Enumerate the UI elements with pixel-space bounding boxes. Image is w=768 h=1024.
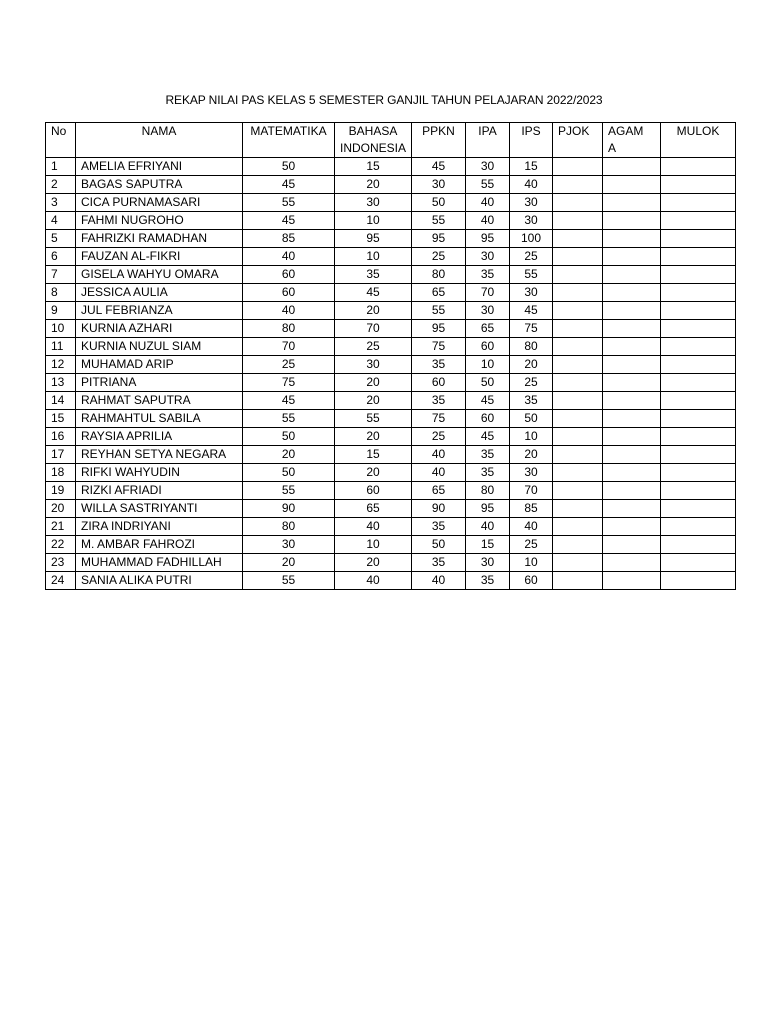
table-row <box>46 572 736 590</box>
cell-no: 8 <box>46 284 76 302</box>
cell-mulok <box>661 230 736 248</box>
table-row <box>46 230 736 248</box>
cell-nama: FAHRIZKI RAMADHAN <box>76 230 243 248</box>
cell-matematika: 55 <box>243 482 335 500</box>
cell-agama <box>603 248 661 266</box>
cell-ipa: 40 <box>466 194 510 212</box>
cell-mulok <box>661 266 736 284</box>
cell-no: 24 <box>46 572 76 590</box>
cell-ips: 20 <box>510 446 553 464</box>
cell-no: 7 <box>46 266 76 284</box>
cell-nama: MUHAMMAD FADHILLAH <box>76 554 243 572</box>
table-row <box>46 392 736 410</box>
cell-ipa: 30 <box>466 158 510 176</box>
table-header-row <box>46 123 736 158</box>
cell-mulok <box>661 194 736 212</box>
cell-matematika: 45 <box>243 212 335 230</box>
cell-ppkn: 35 <box>412 518 466 536</box>
cell-no: 12 <box>46 356 76 374</box>
table-row <box>46 410 736 428</box>
cell-ipa: 35 <box>466 464 510 482</box>
cell-pjok <box>553 446 603 464</box>
cell-no: 23 <box>46 554 76 572</box>
cell-ips: 25 <box>510 536 553 554</box>
table-row <box>46 194 736 212</box>
cell-no: 9 <box>46 302 76 320</box>
table-row <box>46 464 736 482</box>
cell-bahasa-indonesia: 65 <box>335 500 412 518</box>
cell-ppkn: 95 <box>412 230 466 248</box>
cell-agama <box>603 284 661 302</box>
header-ipa: IPA <box>466 123 510 158</box>
grade-recap-table <box>45 122 736 590</box>
cell-bahasa-indonesia: 25 <box>335 338 412 356</box>
cell-matematika: 20 <box>243 554 335 572</box>
cell-nama: KURNIA NUZUL SIAM <box>76 338 243 356</box>
cell-no: 22 <box>46 536 76 554</box>
cell-ipa: 65 <box>466 320 510 338</box>
cell-mulok <box>661 374 736 392</box>
table-row <box>46 482 736 500</box>
cell-ipa: 45 <box>466 428 510 446</box>
cell-ips: 10 <box>510 428 553 446</box>
cell-bahasa-indonesia: 15 <box>335 446 412 464</box>
table-body <box>46 158 736 590</box>
cell-pjok <box>553 320 603 338</box>
cell-nama: RAHMAHTUL SABILA <box>76 410 243 428</box>
cell-nama: PITRIANA <box>76 374 243 392</box>
cell-ipa: 40 <box>466 212 510 230</box>
cell-bahasa-indonesia: 20 <box>335 374 412 392</box>
cell-ips: 80 <box>510 338 553 356</box>
cell-agama <box>603 212 661 230</box>
cell-ips: 100 <box>510 230 553 248</box>
cell-no: 10 <box>46 320 76 338</box>
cell-ppkn: 45 <box>412 158 466 176</box>
cell-ipa: 15 <box>466 536 510 554</box>
cell-no: 14 <box>46 392 76 410</box>
header-mulok: MULOK <box>661 123 736 158</box>
cell-no: 6 <box>46 248 76 266</box>
cell-ppkn: 65 <box>412 482 466 500</box>
cell-ipa: 70 <box>466 284 510 302</box>
cell-mulok <box>661 248 736 266</box>
cell-nama: WILLA SASTRIYANTI <box>76 500 243 518</box>
cell-agama <box>603 464 661 482</box>
cell-pjok <box>553 302 603 320</box>
cell-ipa: 95 <box>466 500 510 518</box>
cell-ppkn: 50 <box>412 194 466 212</box>
cell-ips: 50 <box>510 410 553 428</box>
table-row <box>46 266 736 284</box>
cell-mulok <box>661 302 736 320</box>
cell-no: 18 <box>46 464 76 482</box>
cell-matematika: 40 <box>243 248 335 266</box>
cell-mulok <box>661 554 736 572</box>
cell-mulok <box>661 356 736 374</box>
table-row <box>46 500 736 518</box>
cell-pjok <box>553 572 603 590</box>
table-row <box>46 212 736 230</box>
cell-ipa: 30 <box>466 554 510 572</box>
cell-ips: 35 <box>510 392 553 410</box>
cell-bahasa-indonesia: 35 <box>335 266 412 284</box>
cell-ips: 10 <box>510 554 553 572</box>
cell-bahasa-indonesia: 30 <box>335 356 412 374</box>
cell-mulok <box>661 482 736 500</box>
cell-agama <box>603 266 661 284</box>
cell-ips: 45 <box>510 302 553 320</box>
cell-ips: 85 <box>510 500 553 518</box>
table-row <box>46 320 736 338</box>
cell-bahasa-indonesia: 40 <box>335 572 412 590</box>
table-row <box>46 554 736 572</box>
cell-no: 5 <box>46 230 76 248</box>
cell-mulok <box>661 392 736 410</box>
document-title: REKAP NILAI PAS KELAS 5 SEMESTER GANJIL TAHUN PELAJARAN 2022/2023 <box>165 93 603 107</box>
cell-ppkn: 75 <box>412 410 466 428</box>
cell-no: 13 <box>46 374 76 392</box>
cell-bahasa-indonesia: 20 <box>335 428 412 446</box>
cell-agama <box>603 302 661 320</box>
cell-agama <box>603 374 661 392</box>
cell-matematika: 40 <box>243 302 335 320</box>
cell-bahasa-indonesia: 15 <box>335 158 412 176</box>
cell-agama <box>603 410 661 428</box>
cell-agama <box>603 536 661 554</box>
cell-mulok <box>661 464 736 482</box>
cell-ipa: 80 <box>466 482 510 500</box>
cell-pjok <box>553 374 603 392</box>
cell-ips: 25 <box>510 248 553 266</box>
table-row <box>46 302 736 320</box>
cell-ppkn: 30 <box>412 176 466 194</box>
cell-no: 3 <box>46 194 76 212</box>
cell-nama: GISELA WAHYU OMARA <box>76 266 243 284</box>
cell-pjok <box>553 266 603 284</box>
cell-matematika: 50 <box>243 158 335 176</box>
cell-ips: 40 <box>510 518 553 536</box>
table-row <box>46 338 736 356</box>
table-row <box>46 428 736 446</box>
cell-matematika: 45 <box>243 176 335 194</box>
header-nama: NAMA <box>76 123 243 158</box>
cell-nama: RAHMAT SAPUTRA <box>76 392 243 410</box>
cell-nama: RAYSIA APRILIA <box>76 428 243 446</box>
header-ips: IPS <box>510 123 553 158</box>
header-matematika: MATEMATIKA <box>243 123 335 158</box>
header-bahasa-line1: BAHASA <box>348 124 398 138</box>
cell-no: 19 <box>46 482 76 500</box>
cell-pjok <box>553 338 603 356</box>
cell-agama <box>603 500 661 518</box>
cell-mulok <box>661 410 736 428</box>
cell-matematika: 75 <box>243 374 335 392</box>
cell-agama <box>603 194 661 212</box>
cell-mulok <box>661 320 736 338</box>
cell-pjok <box>553 158 603 176</box>
header-agama <box>603 123 661 158</box>
cell-ips: 30 <box>510 212 553 230</box>
table-row <box>46 536 736 554</box>
table-row <box>46 356 736 374</box>
cell-agama <box>603 158 661 176</box>
table-row <box>46 284 736 302</box>
cell-no: 2 <box>46 176 76 194</box>
cell-bahasa-indonesia: 20 <box>335 392 412 410</box>
cell-ppkn: 35 <box>412 392 466 410</box>
cell-ipa: 35 <box>466 446 510 464</box>
cell-ppkn: 50 <box>412 536 466 554</box>
cell-no: 17 <box>46 446 76 464</box>
cell-pjok <box>553 428 603 446</box>
cell-mulok <box>661 212 736 230</box>
cell-agama <box>603 518 661 536</box>
cell-nama: ZIRA INDRIYANI <box>76 518 243 536</box>
cell-no: 20 <box>46 500 76 518</box>
cell-ppkn: 25 <box>412 428 466 446</box>
cell-ips: 60 <box>510 572 553 590</box>
cell-no: 1 <box>46 158 76 176</box>
cell-nama: AMELIA EFRIYANI <box>76 158 243 176</box>
cell-ipa: 30 <box>466 302 510 320</box>
cell-pjok <box>553 176 603 194</box>
cell-matematika: 85 <box>243 230 335 248</box>
cell-matematika: 80 <box>243 320 335 338</box>
cell-agama <box>603 446 661 464</box>
cell-bahasa-indonesia: 40 <box>335 518 412 536</box>
cell-ips: 30 <box>510 464 553 482</box>
cell-ips: 25 <box>510 374 553 392</box>
header-bahasa-line2: INDONESIA <box>340 141 407 155</box>
cell-bahasa-indonesia: 95 <box>335 230 412 248</box>
cell-pjok <box>553 248 603 266</box>
cell-bahasa-indonesia: 70 <box>335 320 412 338</box>
cell-pjok <box>553 500 603 518</box>
cell-bahasa-indonesia: 30 <box>335 194 412 212</box>
cell-mulok <box>661 176 736 194</box>
cell-no: 16 <box>46 428 76 446</box>
cell-matematika: 50 <box>243 428 335 446</box>
table-row <box>46 374 736 392</box>
cell-ips: 30 <box>510 284 553 302</box>
cell-mulok <box>661 158 736 176</box>
header-ppkn: PPKN <box>412 123 466 158</box>
cell-mulok <box>661 446 736 464</box>
cell-bahasa-indonesia: 10 <box>335 536 412 554</box>
cell-nama: RIFKI WAHYUDIN <box>76 464 243 482</box>
cell-bahasa-indonesia: 20 <box>335 554 412 572</box>
cell-ppkn: 90 <box>412 500 466 518</box>
header-no: No <box>46 123 76 158</box>
cell-matematika: 50 <box>243 464 335 482</box>
cell-ipa: 35 <box>466 572 510 590</box>
table-row <box>46 176 736 194</box>
cell-ipa: 30 <box>466 248 510 266</box>
cell-pjok <box>553 482 603 500</box>
cell-pjok <box>553 554 603 572</box>
cell-mulok <box>661 428 736 446</box>
cell-agama <box>603 176 661 194</box>
cell-pjok <box>553 410 603 428</box>
cell-no: 15 <box>46 410 76 428</box>
cell-matematika: 30 <box>243 536 335 554</box>
cell-matematika: 60 <box>243 284 335 302</box>
table-row <box>46 518 736 536</box>
cell-matematika: 20 <box>243 446 335 464</box>
cell-agama <box>603 572 661 590</box>
cell-ipa: 10 <box>466 356 510 374</box>
cell-agama <box>603 338 661 356</box>
cell-ips: 75 <box>510 320 553 338</box>
cell-pjok <box>553 356 603 374</box>
header-bahasa-indonesia <box>335 123 412 158</box>
cell-matematika: 55 <box>243 572 335 590</box>
cell-ppkn: 60 <box>412 374 466 392</box>
header-agama-line1: AGAM <box>608 124 644 138</box>
cell-ips: 15 <box>510 158 553 176</box>
cell-bahasa-indonesia: 20 <box>335 464 412 482</box>
cell-ipa: 45 <box>466 392 510 410</box>
cell-pjok <box>553 284 603 302</box>
cell-bahasa-indonesia: 10 <box>335 212 412 230</box>
cell-mulok <box>661 572 736 590</box>
cell-matematika: 60 <box>243 266 335 284</box>
cell-nama: MUHAMAD ARIP <box>76 356 243 374</box>
header-pjok: PJOK <box>553 123 603 158</box>
cell-nama: M. AMBAR FAHROZI <box>76 536 243 554</box>
cell-ips: 70 <box>510 482 553 500</box>
cell-ips: 20 <box>510 356 553 374</box>
cell-ips: 55 <box>510 266 553 284</box>
cell-ppkn: 25 <box>412 248 466 266</box>
cell-matematika: 25 <box>243 356 335 374</box>
cell-matematika: 55 <box>243 194 335 212</box>
cell-matematika: 70 <box>243 338 335 356</box>
table-row <box>46 446 736 464</box>
cell-agama <box>603 230 661 248</box>
cell-bahasa-indonesia: 60 <box>335 482 412 500</box>
cell-agama <box>603 554 661 572</box>
cell-ppkn: 65 <box>412 284 466 302</box>
cell-nama: FAUZAN AL-FIKRI <box>76 248 243 266</box>
table-row <box>46 248 736 266</box>
cell-ppkn: 40 <box>412 572 466 590</box>
cell-ppkn: 55 <box>412 212 466 230</box>
cell-mulok <box>661 536 736 554</box>
cell-ppkn: 40 <box>412 464 466 482</box>
cell-mulok <box>661 500 736 518</box>
cell-agama <box>603 320 661 338</box>
cell-bahasa-indonesia: 10 <box>335 248 412 266</box>
cell-nama: RIZKI AFRIADI <box>76 482 243 500</box>
cell-ipa: 60 <box>466 338 510 356</box>
cell-mulok <box>661 284 736 302</box>
cell-pjok <box>553 536 603 554</box>
cell-ppkn: 80 <box>412 266 466 284</box>
cell-ipa: 95 <box>466 230 510 248</box>
cell-mulok <box>661 338 736 356</box>
cell-ipa: 50 <box>466 374 510 392</box>
cell-matematika: 80 <box>243 518 335 536</box>
cell-bahasa-indonesia: 55 <box>335 410 412 428</box>
cell-agama <box>603 356 661 374</box>
cell-nama: FAHMI NUGROHO <box>76 212 243 230</box>
cell-matematika: 90 <box>243 500 335 518</box>
cell-no: 4 <box>46 212 76 230</box>
cell-matematika: 45 <box>243 392 335 410</box>
cell-nama: KURNIA AZHARI <box>76 320 243 338</box>
cell-ppkn: 35 <box>412 356 466 374</box>
cell-nama: JUL FEBRIANZA <box>76 302 243 320</box>
cell-bahasa-indonesia: 20 <box>335 176 412 194</box>
cell-agama <box>603 428 661 446</box>
cell-pjok <box>553 194 603 212</box>
cell-ips: 40 <box>510 176 553 194</box>
cell-ppkn: 55 <box>412 302 466 320</box>
cell-nama: JESSICA AULIA <box>76 284 243 302</box>
cell-nama: SANIA ALIKA PUTRI <box>76 572 243 590</box>
cell-pjok <box>553 230 603 248</box>
cell-ppkn: 75 <box>412 338 466 356</box>
cell-ips: 30 <box>510 194 553 212</box>
cell-ipa: 55 <box>466 176 510 194</box>
cell-ipa: 60 <box>466 410 510 428</box>
cell-nama: CICA PURNAMASARI <box>76 194 243 212</box>
cell-agama <box>603 482 661 500</box>
cell-pjok <box>553 392 603 410</box>
cell-matematika: 55 <box>243 410 335 428</box>
cell-ipa: 35 <box>466 266 510 284</box>
cell-nama: BAGAS SAPUTRA <box>76 176 243 194</box>
cell-ipa: 40 <box>466 518 510 536</box>
cell-ppkn: 95 <box>412 320 466 338</box>
cell-mulok <box>661 518 736 536</box>
cell-pjok <box>553 518 603 536</box>
cell-nama: REYHAN SETYA NEGARA <box>76 446 243 464</box>
cell-no: 11 <box>46 338 76 356</box>
cell-bahasa-indonesia: 45 <box>335 284 412 302</box>
cell-ppkn: 35 <box>412 554 466 572</box>
cell-pjok <box>553 212 603 230</box>
table-row <box>46 158 736 176</box>
cell-no: 21 <box>46 518 76 536</box>
cell-agama <box>603 392 661 410</box>
cell-ppkn: 40 <box>412 446 466 464</box>
cell-pjok <box>553 464 603 482</box>
header-agama-line2: A <box>608 141 617 155</box>
cell-bahasa-indonesia: 20 <box>335 302 412 320</box>
